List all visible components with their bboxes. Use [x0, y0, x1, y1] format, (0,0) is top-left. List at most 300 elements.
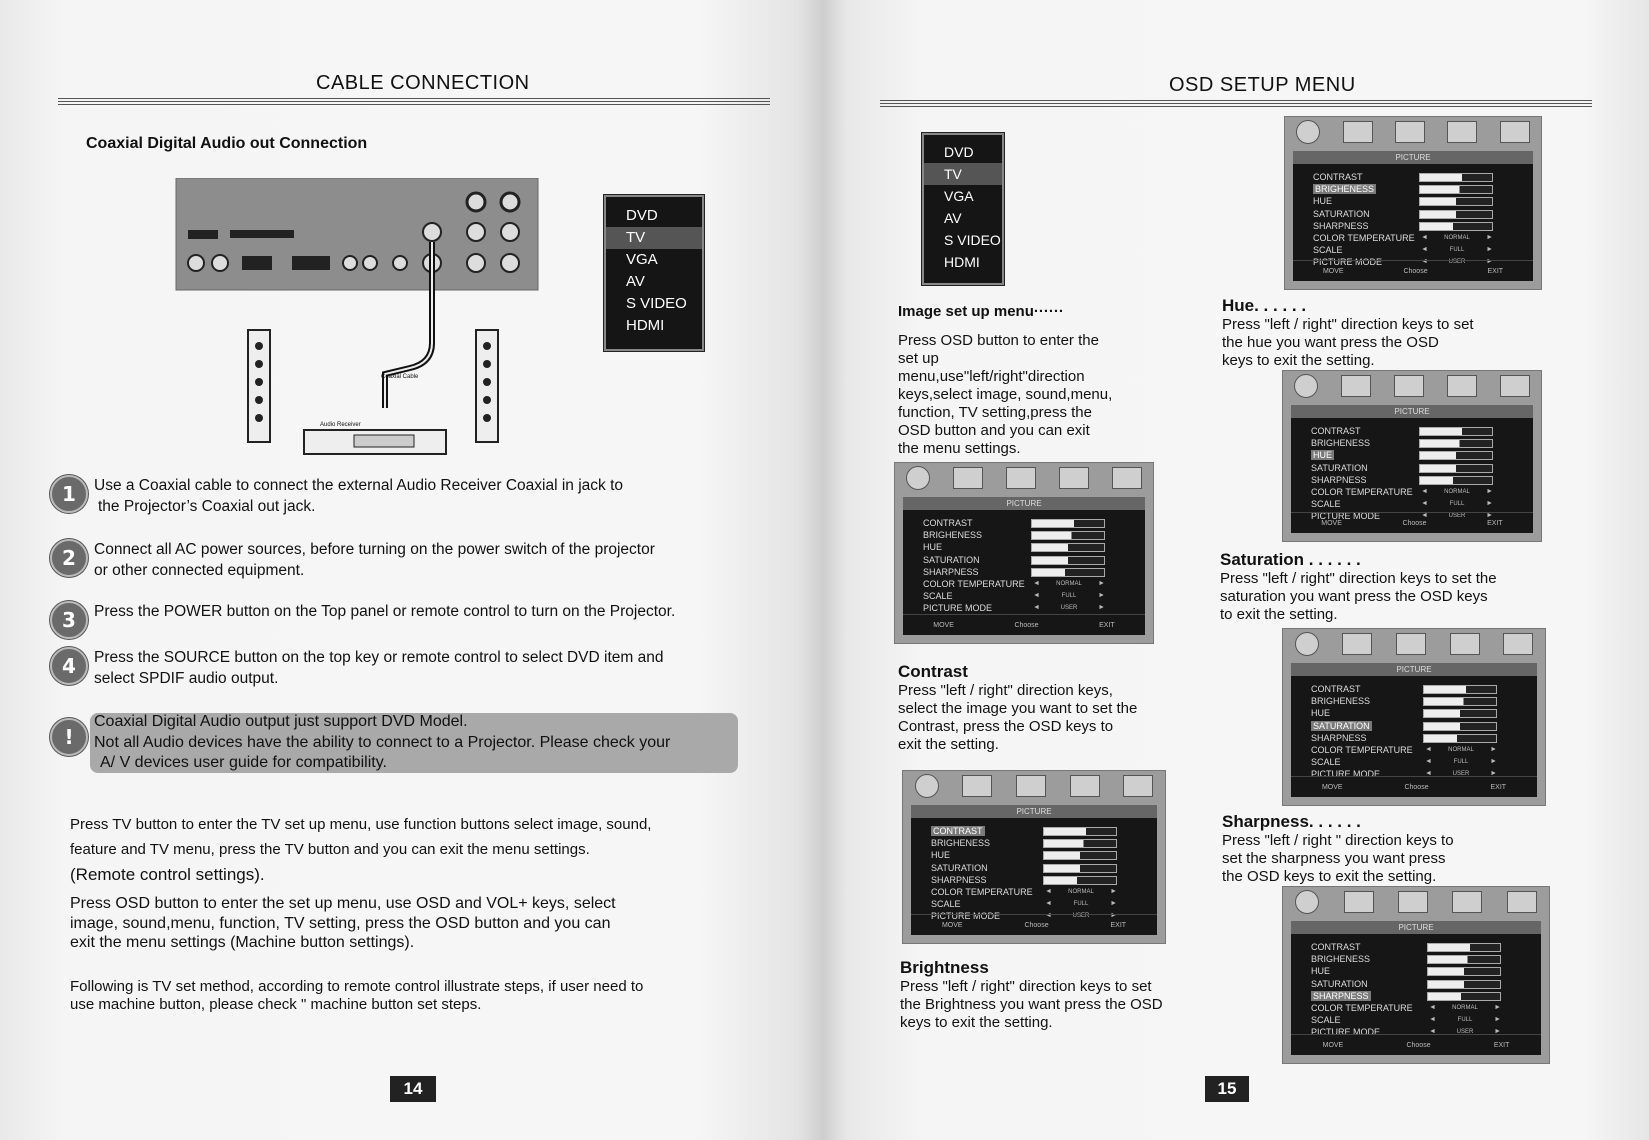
text-line: OSD button and you can exit	[898, 422, 1090, 439]
tv-menu-paragraph	[70, 812, 651, 887]
source-menu-item[interactable]: VGA	[626, 251, 658, 268]
header-rule	[880, 100, 1592, 109]
osd-option-value[interactable]: ◄ FULL ►	[1045, 898, 1117, 910]
osd-menu-row[interactable]	[1311, 437, 1503, 449]
osd-picture-menu-screenshot	[1282, 370, 1542, 542]
page-number-right: 15	[1205, 1076, 1249, 1102]
osd-menu-row[interactable]	[931, 898, 1127, 910]
text-line: Press OSD button to enter the set up menu, use OSD and VOL+ keys, select	[70, 895, 616, 912]
text-line: feature and TV menu, press the TV button and you can exit the menu settings.	[70, 841, 590, 858]
setting-description	[1220, 570, 1497, 624]
osd-footer-hint: Choose	[1404, 783, 1429, 791]
tv-tab-icon[interactable]	[1452, 891, 1482, 913]
osd-footer	[1291, 1034, 1541, 1055]
osd-row-label: SHARPNESS	[931, 874, 987, 885]
osd-menu-row[interactable]	[1313, 195, 1503, 207]
osd-option-value[interactable]: ◄ USER ►	[1421, 256, 1493, 268]
osd-tab-icons	[1285, 117, 1541, 147]
osd-level-bar[interactable]	[1427, 992, 1501, 1001]
osd-level-bar[interactable]	[1043, 876, 1117, 885]
source-menu-item[interactable]: S VIDEO	[626, 295, 687, 312]
osd-menu-row[interactable]	[1311, 720, 1507, 732]
tv-tab-icon[interactable]	[1450, 633, 1480, 655]
tv-tab-icon[interactable]	[1447, 375, 1477, 397]
osd-window	[1291, 405, 1533, 533]
osd-row-label: SATURATION	[1313, 720, 1370, 731]
source-menu-item[interactable]: AV	[626, 273, 645, 290]
osd-picture-menu-screenshot	[902, 770, 1166, 944]
right-header: OSD SETUP MENU	[1169, 74, 1356, 96]
text-line: Coaxial Digital Audio output just support DVD Model.	[94, 713, 468, 730]
osd-level-bar[interactable]	[1419, 439, 1493, 448]
osd-window	[1293, 151, 1533, 281]
text-line: set up	[898, 350, 939, 367]
setting-title: Sharpness. . . . . .	[1222, 812, 1361, 831]
text-line: Not all Audio devices have the ability to connect to a Projector. Please check your	[94, 733, 671, 751]
step-number-badge: 2	[50, 539, 88, 577]
picture-tab-icon[interactable]	[1295, 632, 1319, 656]
osd-level-bar[interactable]	[1427, 967, 1501, 976]
osd-footer-hint: MOVE	[1322, 1041, 1344, 1049]
source-menu-item[interactable]: HDMI	[626, 317, 665, 334]
osd-footer-hint: MOVE	[933, 621, 954, 629]
osd-row-label: SCALE	[1313, 245, 1343, 256]
text-line: set the sharpness you want press	[1222, 850, 1446, 867]
text-line: Press the POWER button on the Top panel or remote control to turn on the Projector.	[94, 603, 676, 620]
tv-tab-icon[interactable]	[1447, 121, 1477, 143]
osd-menu-row[interactable]	[1311, 978, 1511, 990]
osd-title: PICTURE	[911, 805, 1157, 818]
text-line: keys to exit the setting.	[1222, 352, 1375, 369]
text-line: image, sound,menu, function, TV setting, press the OSD button and you can	[70, 914, 611, 932]
setting-section	[900, 958, 1163, 1032]
function-tab-icon[interactable]	[1500, 121, 1530, 143]
osd-level-bar[interactable]	[1031, 543, 1105, 552]
osd-level-bar[interactable]	[1043, 839, 1117, 848]
osd-menu-row[interactable]	[923, 554, 1115, 566]
osd-picture-menu-screenshot	[1284, 116, 1542, 290]
source-menu-item[interactable]: TV	[924, 163, 1002, 185]
function-tab-icon[interactable]	[1503, 633, 1533, 655]
osd-menu-row[interactable]	[931, 874, 1127, 886]
osd-level-bar[interactable]	[1419, 222, 1493, 231]
osd-option-value[interactable]: ◄ USER ►	[1033, 602, 1105, 614]
osd-row-label: BRIGHENESS	[1311, 954, 1371, 965]
osd-window	[1291, 663, 1537, 797]
osd-level-bar[interactable]	[1031, 568, 1105, 577]
osd-row-label: SCALE	[923, 591, 953, 602]
text-line: Connect all AC power sources, before turning on the power switch of the projector	[94, 541, 655, 558]
osd-level-bar[interactable]	[1419, 476, 1493, 485]
osd-menu-row[interactable]	[1313, 183, 1503, 195]
osd-row-label: SHARPNESS	[1313, 990, 1369, 1001]
source-menu-item[interactable]: S VIDEO	[944, 232, 1001, 248]
source-menu-item[interactable]: HDMI	[944, 254, 980, 270]
sound-tab-icon[interactable]	[962, 775, 992, 797]
osd-footer-hint: Choose	[1024, 921, 1049, 929]
osd-row-label: CONTRAST	[933, 826, 983, 836]
osd-menu-row[interactable]	[1311, 683, 1507, 695]
left-page	[0, 0, 822, 1140]
osd-footer-hint: EXIT	[1487, 267, 1504, 275]
osd-footer-hint: MOVE	[1321, 783, 1343, 791]
osd-menu-row[interactable]	[931, 862, 1127, 874]
osd-row-label: CONTRAST	[1311, 942, 1361, 952]
step-text	[94, 602, 675, 623]
sound-tab-icon[interactable]	[1342, 633, 1372, 655]
osd-menu-row[interactable]	[1313, 232, 1503, 244]
step-text	[94, 648, 663, 689]
osd-level-bar[interactable]	[1043, 864, 1117, 873]
osd-level-bar[interactable]	[1423, 722, 1497, 731]
osd-footer-hint: Choose	[1406, 1041, 1431, 1049]
text-line: Contrast, press the OSD keys to	[898, 718, 1114, 735]
osd-option-value[interactable]: ◄ USER ►	[1421, 510, 1493, 522]
osd-menu-row[interactable]	[1311, 498, 1503, 510]
osd-level-bar[interactable]	[1419, 173, 1493, 182]
osd-row-label: BRIGHENESS	[1311, 696, 1371, 707]
osd-title: PICTURE	[1291, 921, 1541, 934]
header-rule	[58, 98, 770, 107]
osd-menu-row[interactable]	[1311, 990, 1511, 1002]
osd-menu-row[interactable]	[1311, 965, 1511, 977]
text-line: the OSD keys to exit the setting.	[1222, 868, 1437, 885]
osd-level-bar[interactable]	[1423, 685, 1497, 694]
osd-row-label: HUE	[931, 850, 951, 861]
osd-tab-icons	[903, 771, 1165, 801]
osd-row-label: SHARPNESS	[1311, 732, 1367, 743]
osd-menu-row[interactable]	[1311, 744, 1507, 756]
sound-tab-icon[interactable]	[1341, 375, 1371, 397]
osd-menu-row[interactable]	[1311, 732, 1507, 744]
coaxial-cable-label: Coaxial Cable	[381, 374, 419, 380]
osd-row-label: COLOR TEMPERATURE	[1311, 744, 1413, 755]
osd-menu-row[interactable]	[923, 517, 1115, 529]
osd-footer	[903, 614, 1145, 635]
osd-row-label: BRIGHENESS	[923, 530, 983, 541]
sound-tab-icon[interactable]	[1344, 891, 1374, 913]
osd-row-label: COLOR TEMPERATURE	[1313, 232, 1415, 243]
setting-section	[1220, 550, 1497, 624]
osd-title: PICTURE	[1291, 663, 1537, 676]
osd-row-label: CONTRAST	[1313, 172, 1363, 182]
osd-menu-row[interactable]	[1311, 425, 1503, 437]
text-line: the Projector’s Coaxial out jack.	[98, 497, 316, 515]
osd-row-label: SATURATION	[1313, 208, 1370, 219]
setting-title: Contrast	[898, 662, 968, 681]
osd-menu-row[interactable]	[1313, 208, 1503, 220]
feature-tab-icon[interactable]	[1395, 121, 1425, 143]
source-menu-item[interactable]: DVD	[626, 207, 658, 224]
osd-window	[1291, 921, 1541, 1055]
osd-row-label: COLOR TEMPERATURE	[923, 578, 1025, 589]
osd-row-label: SATURATION	[931, 862, 988, 873]
osd-menu-row[interactable]	[1311, 941, 1511, 953]
picture-tab-icon[interactable]	[1294, 374, 1318, 398]
text-line: to exit the setting.	[1220, 606, 1338, 623]
text-line: exit the setting.	[898, 736, 999, 753]
osd-option-value[interactable]: ◄ NORMAL ►	[1425, 744, 1497, 756]
osd-option-value[interactable]: ◄ NORMAL ►	[1429, 1002, 1501, 1014]
text-line: menu,use"left/right"direction	[898, 368, 1085, 385]
osd-option-value[interactable]: ◄ NORMAL ►	[1421, 232, 1493, 244]
setting-description	[900, 978, 1163, 1032]
osd-level-bar[interactable]	[1419, 185, 1493, 194]
osd-footer-hint: EXIT	[1110, 921, 1127, 929]
osd-option-value[interactable]: ◄ FULL ►	[1429, 1014, 1501, 1026]
osd-menu-row[interactable]	[931, 837, 1127, 849]
picture-tab-icon[interactable]	[906, 466, 930, 490]
text-line: Press TV button to enter the TV set up menu, use function buttons select image, sound,	[70, 816, 652, 833]
osd-row-label: BRIGHENESS	[1311, 438, 1371, 449]
feature-tab-icon[interactable]	[1016, 775, 1046, 797]
text-line: (Remote control settings).	[70, 865, 265, 884]
osd-level-bar[interactable]	[1423, 709, 1497, 718]
osd-menu-row[interactable]	[923, 529, 1115, 541]
setting-section	[1222, 296, 1474, 370]
osd-row-label: COLOR TEMPERATURE	[1311, 1002, 1413, 1013]
osd-option-value[interactable]: ◄ NORMAL ►	[1033, 578, 1105, 590]
source-menu-item[interactable]: VGA	[944, 188, 974, 204]
text-line: keys,select image, sound,menu,	[898, 386, 1113, 403]
text-line: use machine button, please check " machine button set steps.	[70, 996, 482, 1013]
picture-tab-icon[interactable]	[1296, 120, 1320, 144]
step-text	[94, 476, 623, 517]
osd-menu-row[interactable]	[931, 886, 1127, 898]
sound-tab-icon[interactable]	[953, 467, 983, 489]
note-text	[94, 712, 670, 774]
text-line: or other connected equipment.	[94, 561, 305, 579]
osd-option-value[interactable]: ◄ FULL ►	[1425, 756, 1497, 768]
osd-level-bar[interactable]	[1043, 851, 1117, 860]
tv-tab-icon[interactable]	[1059, 467, 1089, 489]
osd-row-label: HUE	[1311, 966, 1331, 977]
osd-menu-row[interactable]	[1311, 1014, 1511, 1026]
osd-menu-row[interactable]	[923, 541, 1115, 553]
osd-level-bar[interactable]	[1031, 519, 1105, 528]
osd-footer	[911, 914, 1157, 935]
osd-menu-row[interactable]	[923, 578, 1115, 590]
osd-option-value[interactable]: ◄ FULL ►	[1421, 244, 1493, 256]
osd-level-bar[interactable]	[1419, 464, 1493, 473]
text-line: the Brightness you want press the OSD	[900, 996, 1163, 1013]
osd-footer-hint: EXIT	[1099, 621, 1115, 629]
setting-title: Saturation . . . . . .	[1220, 550, 1361, 569]
osd-level-bar[interactable]	[1423, 734, 1497, 743]
osd-level-bar[interactable]	[1043, 827, 1117, 836]
osd-row-label: SATURATION	[1311, 978, 1368, 989]
tv-set-method-paragraph	[70, 978, 643, 1014]
osd-row-label: HUE	[923, 542, 943, 553]
osd-row-label: PICTURE MODE	[1313, 257, 1383, 268]
osd-level-bar[interactable]	[1423, 697, 1497, 706]
function-tab-icon[interactable]	[1112, 467, 1142, 489]
feature-tab-icon[interactable]	[1398, 891, 1428, 913]
osd-option-value[interactable]: ◄ FULL ►	[1033, 590, 1105, 602]
osd-row-label: PICTURE MODE	[1311, 769, 1381, 780]
osd-row-label: SATURATION	[923, 554, 980, 565]
osd-row-label: PICTURE MODE	[1311, 1027, 1381, 1038]
osd-footer-hint: MOVE	[1322, 267, 1344, 275]
osd-menu-row[interactable]	[1311, 474, 1503, 486]
osd-footer	[1291, 776, 1537, 797]
osd-level-bar[interactable]	[1031, 531, 1105, 540]
connection-diagram	[170, 178, 580, 478]
osd-level-bar[interactable]	[1419, 210, 1493, 219]
osd-row-label: SATURATION	[1311, 462, 1368, 473]
osd-level-bar[interactable]	[1031, 556, 1105, 565]
osd-footer	[1293, 260, 1533, 281]
setting-title: Brightness	[900, 958, 989, 977]
text-line: saturation you want press the OSD keys	[1220, 588, 1488, 605]
text-line: keys to exit the setting.	[900, 1014, 1053, 1031]
osd-row-label: CONTRAST	[923, 518, 973, 528]
osd-option-value[interactable]: ◄ FULL ►	[1421, 498, 1493, 510]
osd-menu-row[interactable]	[1311, 953, 1511, 965]
step-number-badge: 3	[50, 601, 88, 639]
osd-row-label: SHARPNESS	[1311, 474, 1367, 485]
picture-tab-icon[interactable]	[1295, 890, 1319, 914]
osd-row-label: HUE	[1313, 196, 1333, 207]
text-line: function, TV setting,press the	[898, 404, 1092, 421]
osd-menu-row[interactable]	[1311, 1002, 1511, 1014]
osd-row-label: SCALE	[1311, 499, 1341, 510]
feature-tab-icon[interactable]	[1394, 375, 1424, 397]
osd-menu-row[interactable]	[1311, 486, 1503, 498]
osd-tab-icons	[1283, 887, 1549, 917]
osd-row-label: HUE	[1313, 450, 1333, 461]
osd-row-label: PICTURE MODE	[931, 911, 1001, 922]
warning-icon: !	[50, 718, 88, 756]
osd-tab-icons	[895, 463, 1153, 493]
function-tab-icon[interactable]	[1123, 775, 1153, 797]
osd-menu-row[interactable]	[923, 590, 1115, 602]
osd-footer	[1291, 512, 1533, 533]
step-number-badge: 1	[50, 475, 88, 513]
tv-tab-icon[interactable]	[1070, 775, 1100, 797]
text-line: Press "left / right" direction keys,	[898, 682, 1113, 699]
osd-option-value[interactable]: ◄ USER ►	[1429, 1026, 1501, 1038]
setting-description	[898, 682, 1137, 754]
osd-footer-hint: MOVE	[1321, 519, 1342, 527]
osd-option-value[interactable]: ◄ USER ►	[1425, 768, 1497, 780]
step-number-badge: 4	[50, 647, 88, 685]
left-header: CABLE CONNECTION	[316, 72, 530, 94]
function-tab-icon[interactable]	[1507, 891, 1537, 913]
osd-row-label: BRIGHENESS	[1315, 184, 1375, 195]
osd-option-value[interactable]: ◄ NORMAL ►	[1421, 486, 1493, 498]
osd-row-label: CONTRAST	[1311, 426, 1361, 436]
osd-option-value[interactable]: ◄ USER ►	[1045, 910, 1117, 922]
osd-title: PICTURE	[1291, 405, 1533, 418]
text-line: Press "left / right" direction keys to set	[1222, 316, 1474, 333]
osd-menu-row[interactable]	[1313, 171, 1503, 183]
osd-title: PICTURE	[903, 497, 1145, 510]
osd-row-label: CONTRAST	[1311, 684, 1361, 694]
osd-paragraph	[70, 894, 616, 953]
source-menu-item[interactable]: DVD	[944, 144, 974, 160]
picture-tab-icon[interactable]	[915, 774, 939, 798]
text-line: Press "left / right " direction keys to	[1222, 832, 1454, 849]
text-line: the hue you want press the OSD	[1222, 334, 1439, 351]
osd-menu-row[interactable]	[1313, 220, 1503, 232]
osd-footer-hint: Choose	[1403, 267, 1428, 275]
right-page	[822, 0, 1649, 1140]
osd-footer-hint: EXIT	[1490, 783, 1507, 791]
text-line: Press OSD button to enter the	[898, 332, 1099, 349]
osd-menu-row[interactable]	[931, 849, 1127, 861]
osd-picture-menu-screenshot	[1282, 628, 1546, 806]
osd-picture-menu-screenshot	[1282, 886, 1550, 1064]
osd-menu-row[interactable]	[1311, 449, 1503, 461]
feature-tab-icon[interactable]	[1006, 467, 1036, 489]
source-menu-item[interactable]: TV	[606, 227, 702, 249]
osd-row-label: SCALE	[931, 899, 961, 910]
osd-menu-row[interactable]	[1311, 462, 1503, 474]
text-line: exit the menu settings (Machine button settings).	[70, 934, 415, 951]
osd-tab-icons	[1283, 629, 1545, 659]
osd-menu-row[interactable]	[1311, 707, 1507, 719]
text-line: Press the SOURCE button on the top key or remote control to select DVD item and	[94, 649, 664, 666]
osd-level-bar[interactable]	[1419, 427, 1493, 436]
osd-footer-hint: Choose	[1014, 621, 1039, 629]
osd-level-bar[interactable]	[1419, 197, 1493, 206]
step-text	[94, 540, 655, 581]
setting-title: Hue. . . . . .	[1222, 296, 1307, 315]
osd-title: PICTURE	[1293, 151, 1533, 164]
setting-section	[898, 662, 1137, 754]
osd-footer-hint: EXIT	[1487, 519, 1503, 527]
osd-menu-row[interactable]	[923, 566, 1115, 578]
source-menu-item[interactable]: AV	[944, 210, 962, 226]
text-line: select the image you want to set the	[898, 700, 1138, 717]
osd-level-bar[interactable]	[1427, 980, 1501, 989]
osd-level-bar[interactable]	[1419, 451, 1493, 460]
osd-row-label: BRIGHENESS	[931, 838, 991, 849]
page-number-left: 14	[390, 1076, 436, 1102]
image-setup-text	[898, 332, 1112, 458]
text-line: A/ V devices user guide for compatibility.	[100, 754, 387, 771]
section-title: Coaxial Digital Audio out Connection	[86, 135, 368, 152]
setting-description	[1222, 316, 1474, 370]
text-line: select SPDIF audio output.	[94, 669, 279, 687]
sound-tab-icon[interactable]	[1343, 121, 1373, 143]
osd-picture-menu-screenshot	[894, 462, 1154, 644]
text-line: Use a Coaxial cable to connect the external Audio Receiver Coaxial in jack to	[94, 477, 624, 494]
osd-menu-row[interactable]	[1313, 244, 1503, 256]
osd-row-label: COLOR TEMPERATURE	[1311, 486, 1413, 497]
osd-footer-hint: Choose	[1402, 519, 1427, 527]
osd-row-label: SHARPNESS	[1313, 220, 1369, 231]
feature-tab-icon[interactable]	[1396, 633, 1426, 655]
osd-row-label: SCALE	[1311, 1015, 1341, 1026]
osd-row-label: COLOR TEMPERATURE	[931, 886, 1033, 897]
osd-window	[911, 805, 1157, 935]
osd-level-bar[interactable]	[1427, 955, 1501, 964]
osd-menu-row[interactable]	[1311, 695, 1507, 707]
osd-menu-row[interactable]	[923, 602, 1115, 614]
osd-menu-row[interactable]	[931, 825, 1127, 837]
audio-receiver-label: Audio Receiver	[320, 422, 361, 428]
osd-menu-row[interactable]	[1311, 756, 1507, 768]
osd-tab-icons	[1283, 371, 1541, 401]
osd-window	[903, 497, 1145, 635]
source-menu	[604, 195, 704, 351]
osd-level-bar[interactable]	[1427, 943, 1501, 952]
text-line: Press "left / right" direction keys to set	[900, 978, 1152, 995]
osd-option-value[interactable]: ◄ NORMAL ►	[1045, 886, 1117, 898]
function-tab-icon[interactable]	[1500, 375, 1530, 397]
